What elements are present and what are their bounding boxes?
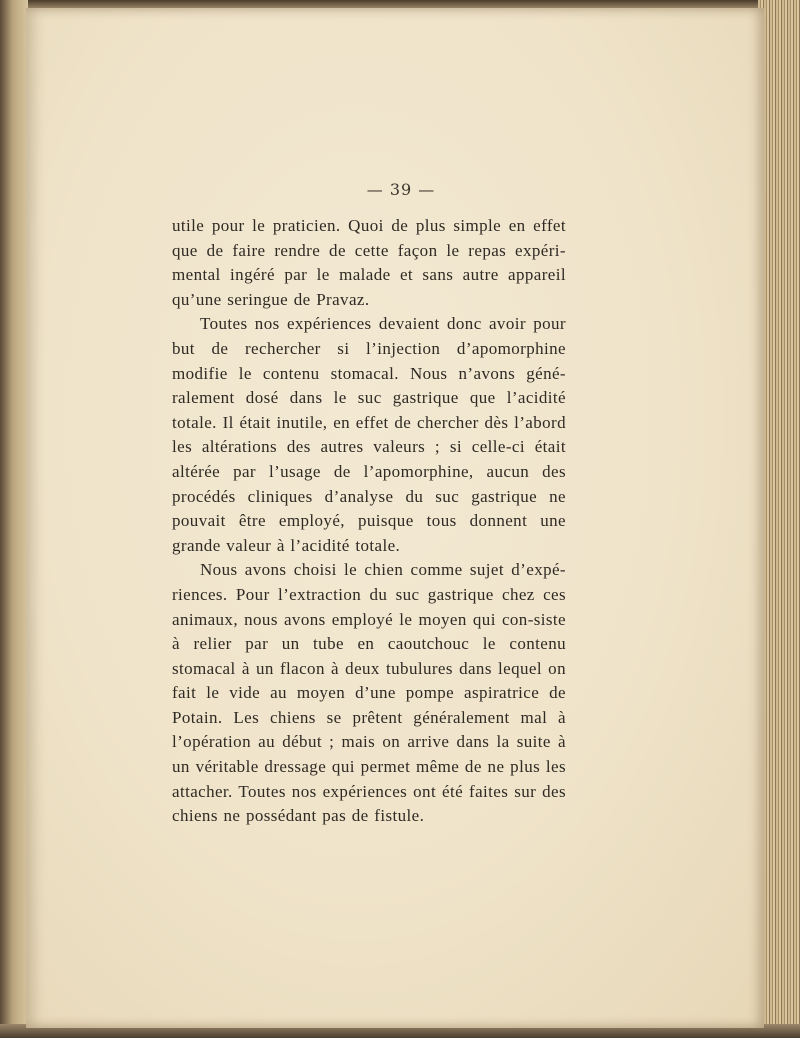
page-number: — 39 — (366, 180, 436, 199)
book-page-stack (758, 0, 800, 1038)
paragraph-dogs: Nous avons choisi le chien comme sujet d’expé-riences. Pour l’extraction du suc gastrique chez ces animaux, nous avons employé le moyen qui con-siste à relier par un tube en caoutchouc le contenu stomacal à un flacon à deux tubulures dans lequel on fait le vide au moyen d’une pompe aspiratrice de Potain. Les chiens se prêtent généralement mal à l’opération au début ; mais on arrive dans la suite à un véritable dressage qui permet même de ne plus les attacher. Toutes nos expériences ont été faites sur des chiens ne possédant pas de fistule. (172, 560, 566, 826)
paragraph-experiments: Toutes nos expériences devaient donc avoir pour but de rechercher si l’injection d’apomorphine modifie le contenu stomacal. Nous n’avons géné-ralement dosé dans le suc gastrique que l’acidité totale. Il était inutile, en effet de chercher dès l’abord les altérations des autres valeurs ; si celle-ci était altérée par l’usage de l’apomorphine, aucun des procédés cliniques d’analyse du suc gastrique ne pouvait être employé, puisque tous donnent une grande valeur à l’acidité totale. (172, 314, 566, 555)
book-left-edge (0, 0, 28, 1038)
page-sheet (26, 8, 764, 1028)
body-text (172, 214, 566, 829)
paragraph-continuation: utile pour le praticien. Quoi de plus simple en effet que de faire rendre de cette façon le repas expéri-mental ingéré par le malade et sans autre appareil qu’une seringue de Pravaz. (172, 216, 566, 309)
